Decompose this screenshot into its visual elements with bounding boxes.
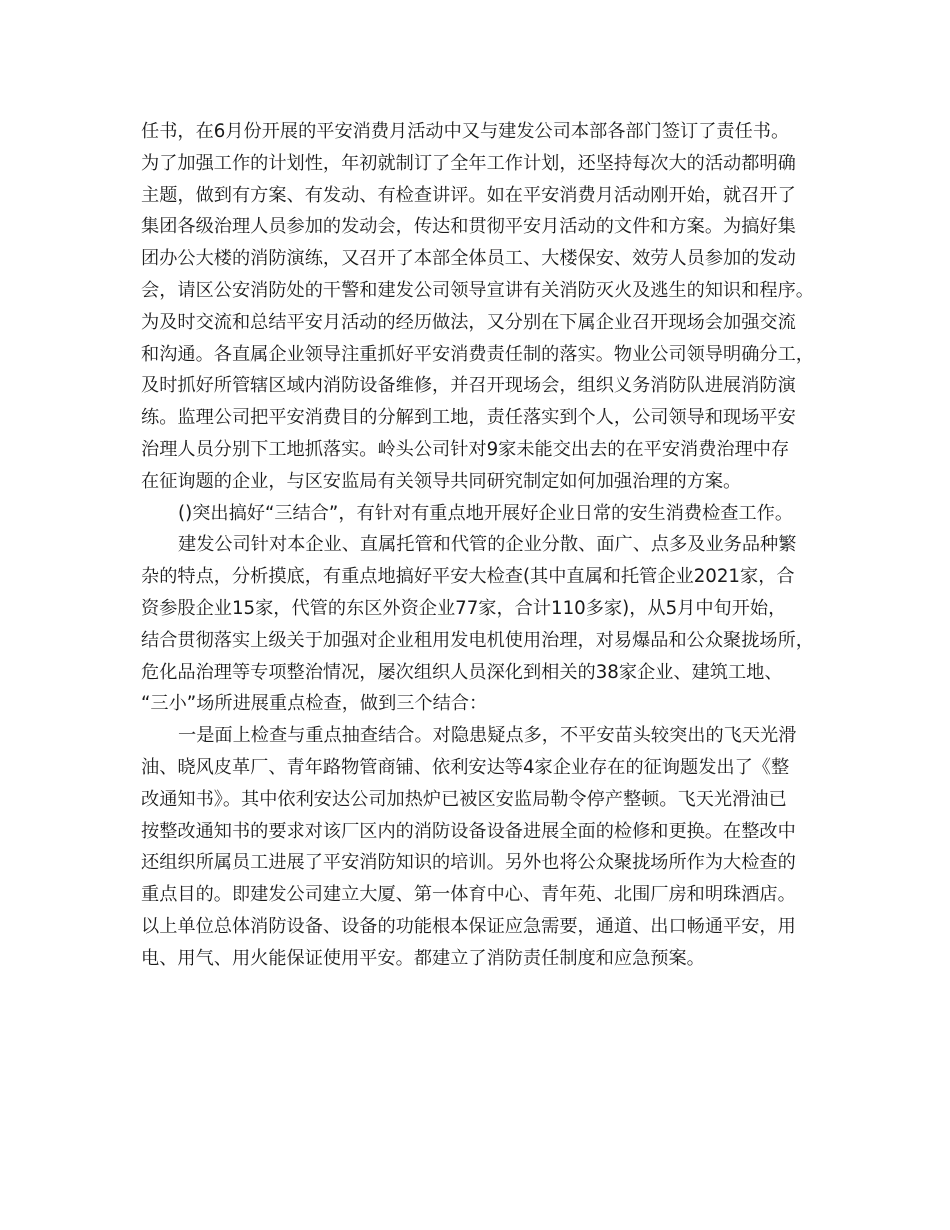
paragraph <box>141 720 821 974</box>
text-line: 改通知书》。其中依利安达公司加热炉已被区安监局勒令停产整顿。飞天光滑油已 <box>141 788 787 810</box>
text-line: 练。监理公司把平安消费目的分解到工地，责任落实到个人，公司领导和现场平安 <box>141 407 796 429</box>
paragraph <box>141 116 821 498</box>
text-line: 会，请区公安消防处的干警和建发公司领导宣讲有关消防灭火及逃生的知识和程序。 <box>141 279 814 301</box>
paragraph <box>141 529 821 720</box>
text-line: 重点目的。即建发公司建立大厦、第一体育中心、青年苑、北围厂房和明珠酒店。 <box>141 884 796 906</box>
text-line: 杂的特点，分析摸底，有重点地搞好平安大检查(其中直属和托管企业2021家，合 <box>141 566 795 588</box>
text-line: “三小”场所进展重点检查，做到三个结合： <box>141 693 488 715</box>
text-line: 资参股企业15家，代管的东区外资企业77家，合计110多家)，从5月中旬开始， <box>141 597 787 619</box>
text-line: 任书，在6月份开展的平安消费月活动中又与建发公司本部各部门签订了责任书。 <box>141 121 790 142</box>
text-line: 及时抓好所管辖区域内消防设备维修，并召开现场会，组织义务消防队进展消防演 <box>141 375 796 397</box>
text-line: 按整改通知书的要求对该厂区内的消防设备设备进展全面的检修和更换。在整改中 <box>141 820 796 842</box>
text-line: 一是面上检查与重点抽查结合。对隐患疑点多，不平安苗头较突出的飞天光滑 <box>178 725 797 747</box>
text-line: 结合贯彻落实上级关于加强对企业租用发电机使用治理，对易爆品和公众聚拢场所， <box>141 629 814 651</box>
text-line: 治理人员分别下工地抓落实。岭头公司针对9家未能交出去的在平安消费治理中存 <box>141 438 790 460</box>
text-line: 建发公司针对本企业、直属托管和代管的企业分散、面广、点多及业务品种繁 <box>178 534 797 556</box>
text-line: 以上单位总体消防设备、设备的功能根本保证应急需要，通道、出口畅通平安，用 <box>141 915 796 937</box>
text-line: 团办公大楼的消防演练，又召开了本部全体员工、大楼保安、效劳人员参加的发动 <box>141 248 796 270</box>
text-line: 为了加强工作的计划性，年初就制订了全年工作计划，还坚持每次大的活动都明确 <box>141 152 796 174</box>
paragraph <box>141 498 821 530</box>
document-body <box>141 116 821 975</box>
text-line: ()突出搞好“三结合”，有针对有重点地开展好企业日常的安生消费检查工作。 <box>178 502 794 524</box>
text-line: 和沟通。各直属企业领导注重抓好平安消费责任制的落实。物业公司领导明确分工， <box>141 343 814 365</box>
text-line: 集团各级治理人员参加的发动会，传达和贯彻平安月活动的文件和方案。为搞好集 <box>141 216 796 238</box>
text-line: 还组织所属员工进展了平安消防知识的培训。另外也将公众聚拢场所作为大检查的 <box>141 852 796 874</box>
text-line: 在征询题的企业，与区安监局有关领导共同研究制定如何加强治理的方案。 <box>141 470 742 492</box>
text-line: 油、晓风皮革厂、青年路物管商铺、依利安达等4家企业存在的征询题发出了《整 <box>141 756 790 778</box>
text-line: 危化品治理等专项整治情况，屡次组织人员深化到相关的38家企业、建筑工地、 <box>141 661 783 683</box>
text-line: 主题，做到有方案、有发动、有检查讲评。如在平安消费月活动刚开始，就召开了 <box>141 184 796 206</box>
text-line: 电、用气、用火能保证使用平安。都建立了消防责任制度和应急预案。 <box>141 947 705 969</box>
text-line: 为及时交流和总结平安月活动的经历做法，又分别在下属企业召开现场会加强交流 <box>141 311 796 333</box>
